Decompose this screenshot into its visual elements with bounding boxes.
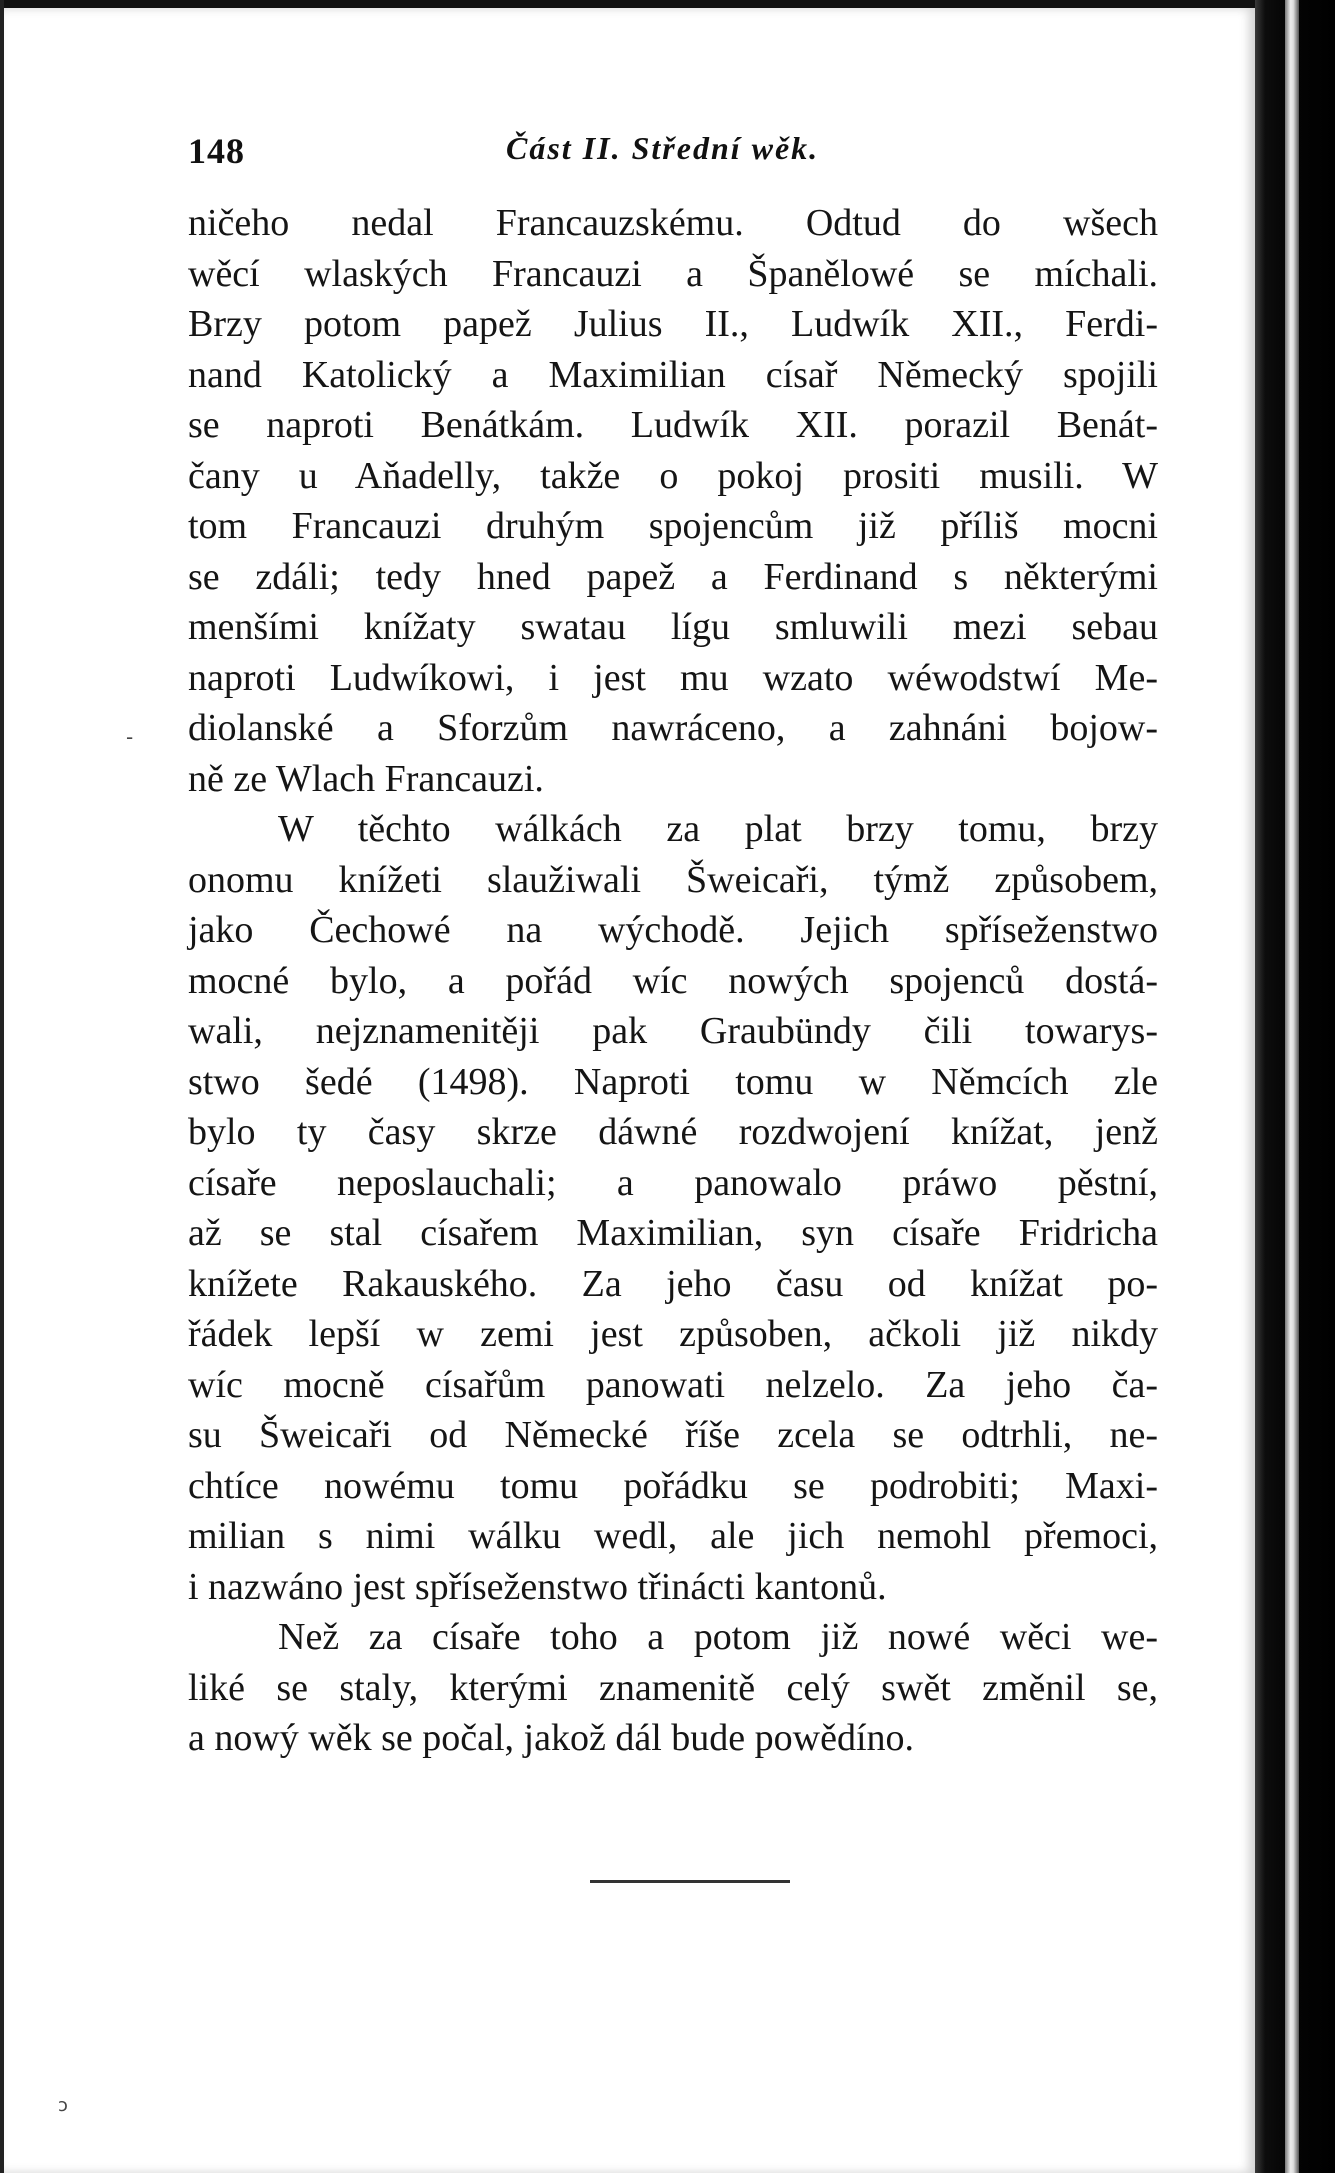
- text-line: W těchto wálkách za plat brzy tomu, brzy: [278, 808, 1158, 850]
- scan-speck: -: [126, 725, 134, 749]
- paragraph-2: [188, 804, 1158, 1612]
- scan-edge-top: [0, 0, 1335, 8]
- text-line: chtíce nowému tomu pořádku se podrobiti; Maxi-: [188, 1464, 1158, 1507]
- text-line: tom Francauzi druhým spojencům již příliš mocni: [188, 505, 1158, 547]
- text-line: a nowý wěk se počal, jakož dál bude powědíno.: [188, 1717, 915, 1759]
- text-line: se zdáli; tedy hned papež a Ferdinand s některými: [188, 555, 1158, 598]
- text-line: se naproti Benátkám. Ludwík XII. porazil Benát-: [188, 404, 1158, 446]
- text-line: knížete Rakauského. Za jeho času od knížat po-: [188, 1262, 1158, 1305]
- text-line: onomu knížeti slaužiwali Šweicaři, týmž způsobem,: [188, 858, 1158, 901]
- text-line: až se stal císařem Maximilian, syn císaře Fridricha: [188, 1212, 1158, 1254]
- text-line: císaře neposlauchali; a panowalo práwo pěstní,: [188, 1161, 1158, 1204]
- text-line: ničeho nedal Francauzskému. Odtud do wšech: [188, 202, 1158, 244]
- text-line: nand Katolický a Maximilian císař Německý spojili: [188, 353, 1158, 396]
- body-text: [188, 198, 1158, 1764]
- book-spine-strip: [1285, 0, 1299, 2173]
- text-line: Brzy potom papež Julius II., Ludwík XII., Ferdi-: [188, 303, 1158, 345]
- text-line: liké se staly, kterými znamenitě celý swět změnil se,: [188, 1666, 1158, 1709]
- text-line: wěcí wlaských Francauzi a Španělowé se míchali.: [188, 252, 1158, 295]
- text-line: mocné bylo, a pořád wíc nowých spojenců dostá-: [188, 959, 1158, 1002]
- section-end-rule: [590, 1880, 790, 1883]
- text-line: řádek lepší w zemi jest způsoben, ačkoli již nikdy: [188, 1313, 1158, 1355]
- text-line: wali, nejznamenitěji pak Graubündy čili towarys-: [188, 1010, 1158, 1052]
- page-number: 148: [188, 131, 245, 171]
- text-line: jako Čechowé na wýchodě. Jejich spříseženstwo: [188, 909, 1158, 951]
- text-line: stwo šedé (1498). Naproti tomu w Němcích zle: [188, 1060, 1158, 1103]
- text-line: bylo ty časy skrze dáwné rozdwojení knížat, jenž: [188, 1111, 1158, 1153]
- scan-speck: ɔ: [58, 2095, 68, 2116]
- text-line: i nazwáno jest spříseženstwo třinácti kantonů.: [188, 1565, 887, 1608]
- text-line: menšími knížaty swatau lígu smluwili mezi sebau: [188, 606, 1158, 648]
- running-head: Část II. Střední wěk.: [506, 130, 820, 166]
- text-line: su Šweicaři od Německé říše zcela se odtrhli, ne-: [188, 1414, 1158, 1456]
- text-line: naproti Ludwíkowi, i jest mu wzato wéwodstwí Me-: [188, 656, 1158, 699]
- text-line: čany u Aňadelly, takže o pokoj prositi musili. W: [188, 454, 1158, 497]
- paragraph-1: [188, 198, 1158, 804]
- page-header: [188, 118, 1188, 178]
- text-line: wíc mocně císařům panowati nelzelo. Za jeho ča-: [188, 1363, 1158, 1406]
- text-line: Než za císaře toho a potom již nowé wěci we-: [278, 1616, 1158, 1658]
- scan-edge-left: [0, 0, 4, 2173]
- text-line: milian s nimi wálku wedl, ale jich nemohl přemoci,: [188, 1515, 1158, 1557]
- text-line: ně ze Wlach Francauzi.: [188, 757, 544, 800]
- paragraph-3: [188, 1612, 1158, 1764]
- text-line: diolanské a Sforzům nawráceno, a zahnáni bojow-: [188, 707, 1158, 749]
